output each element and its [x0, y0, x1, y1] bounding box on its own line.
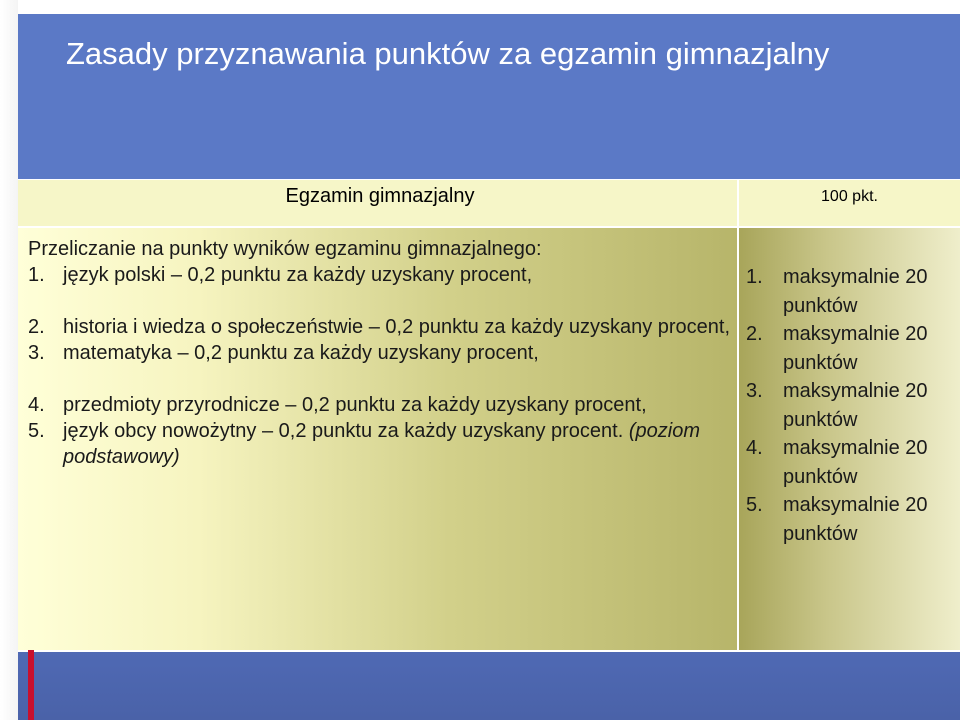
limit-number: 2. — [746, 323, 763, 345]
subject-text: język obcy nowożytny – 0,2 punktu za każdy uzyskany procent. — [63, 420, 624, 442]
exam-name-label: Egzamin gimnazjalny — [285, 185, 475, 207]
subject-text: historia i wiedza o społeczeństwie – 0,2 punktu za każdy uzyskany procent, — [63, 316, 731, 338]
subject-list — [28, 262, 733, 470]
limit-text: maksymalnie 20 punktów — [783, 323, 928, 374]
limit-number: 3. — [746, 380, 763, 402]
limit-item — [746, 434, 956, 491]
limit-item — [746, 491, 956, 548]
limit-item — [746, 377, 956, 434]
subject-note: (poziom podstawowy) — [63, 420, 700, 468]
limits-content — [746, 263, 956, 548]
accent-bar — [28, 650, 34, 720]
subject-number: 1. — [28, 264, 45, 286]
limit-number: 5. — [746, 494, 763, 516]
title-banner — [18, 14, 960, 179]
row-divider — [18, 226, 960, 228]
limit-item — [746, 263, 956, 320]
subject-item — [28, 418, 733, 470]
limit-item — [746, 320, 956, 377]
subject-item — [28, 314, 733, 340]
subject-number: 5. — [28, 420, 45, 442]
limit-text: maksymalnie 20 punktów — [783, 494, 928, 545]
limit-text: maksymalnie 20 punktów — [783, 437, 928, 488]
left-margin-strip — [0, 0, 18, 720]
subject-text: język polski – 0,2 punktu za każdy uzyskany procent, — [63, 264, 533, 286]
subject-item — [28, 392, 733, 418]
subject-text: matematyka – 0,2 punktu za każdy uzyskany procent, — [63, 342, 539, 364]
subject-number: 2. — [28, 316, 45, 338]
footer-band — [18, 652, 960, 720]
subject-item — [28, 340, 733, 366]
limit-list — [746, 263, 956, 548]
total-points-label: 100 pkt. — [821, 188, 878, 205]
limit-text: maksymalnie 20 punktów — [783, 380, 928, 431]
rules-intro: Przeliczanie na punkty wyników egzaminu gimnazjalnego: — [28, 238, 542, 260]
slide-title: Zasady przyznawania punktów za egzamin gimnazjalny — [66, 36, 830, 71]
limit-number: 1. — [746, 266, 763, 288]
limit-number: 4. — [746, 437, 763, 459]
limit-text: maksymalnie 20 punktów — [783, 266, 928, 317]
subject-item — [28, 262, 733, 288]
column-divider — [737, 180, 739, 650]
subject-text: przedmioty przyrodnicze – 0,2 punktu za każdy uzyskany procent, — [63, 394, 647, 416]
rules-content — [28, 236, 733, 470]
subject-number: 4. — [28, 394, 45, 416]
subject-number: 3. — [28, 342, 45, 364]
